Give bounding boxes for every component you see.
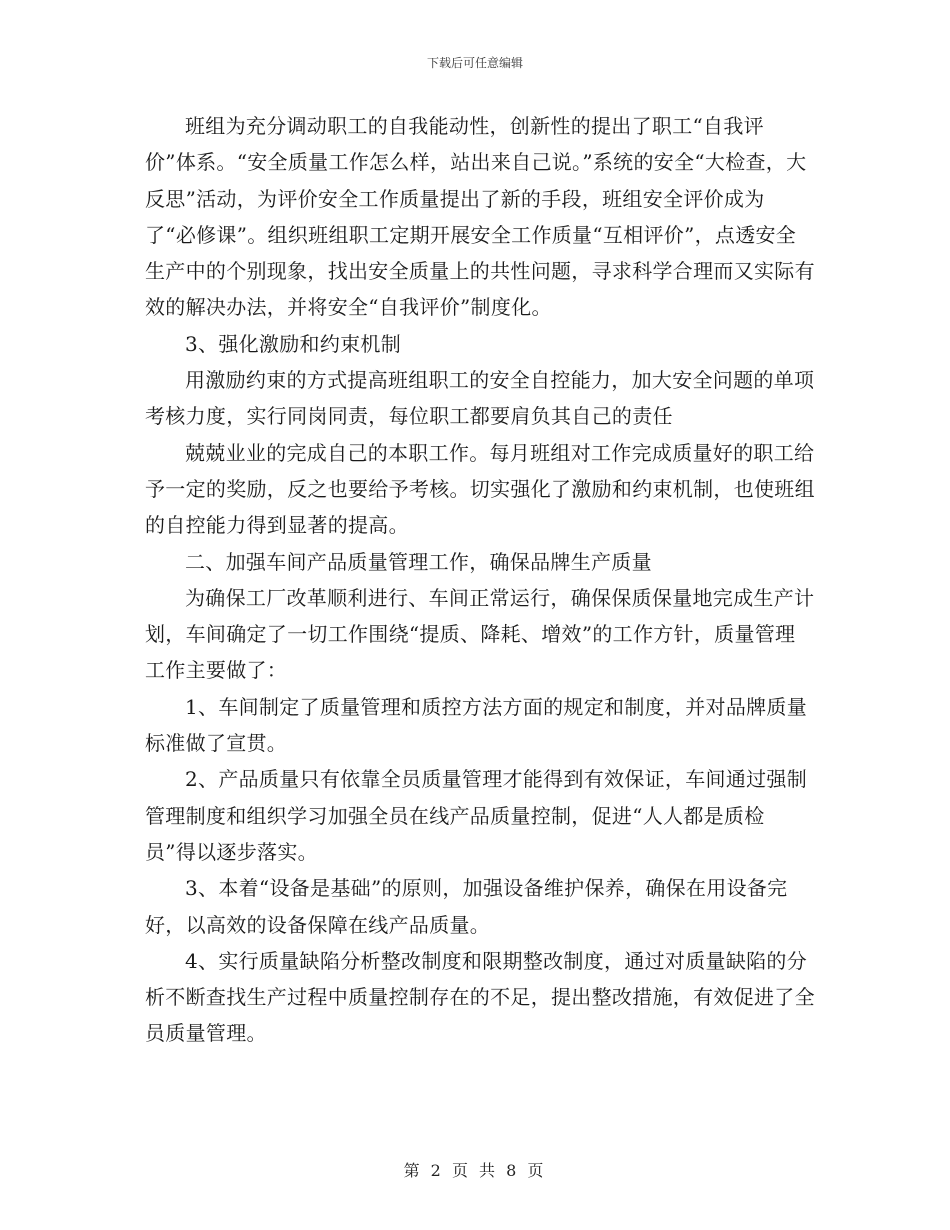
heading-quality-management: 二、加强车间产品质量管理工作，确保品牌生产质量 (185, 549, 652, 574)
paragraph-self-evaluation: 班组为充分调动职工的自我能动性，创新性的提出了职工“自我评价”体系。“安全质量工作怎么样，站出来自己说。”系统的安全“大检查，大反思”活动，为评价安全工作质量提出了新的手段，班组安全评价成为了“必修课”。组织班组职工定期开展安全工作质量“互相评价”，点透安全生产中的个别现象，找出安全质量上的共性问题，寻求科学合理而又实际有效的解决办法，并将安全“自我评价”制度化。 (145, 114, 815, 320)
paragraph-incentive-intro: 用激励约束的方式提高班组职工的安全自控能力，加大安全问题的单项考核力度，实行同岗同责，每位职工都要肩负其自己的责任 (145, 368, 815, 429)
list-item-1: 1、车间制定了质量管理和质控方法方面的规定和制度，并对品牌质量标准做了宣贯。 (145, 694, 808, 756)
list-item-4: 4、实行质量缺陷分析整改制度和限期整改制度，通过对质量缺陷的分析不断查找生产过程中质量控制存在的不足，提出整改措施，有效促进了全员质量管理。 (145, 948, 815, 1046)
paragraph-quality-intro: 为确保工厂改革顺利进行、车间正常运行，确保保质保量地完成生产计划，车间确定了一切工作围绕“提质、降耗、增效”的工作方针，质量管理工作主要做了： (145, 585, 815, 683)
document-body (145, 108, 815, 1052)
paragraph-incentive-detail: 兢兢业业的完成自己的本职工作。每月班组对工作完成质量好的职工给予一定的奖励，反之也要给予考核。切实强化了激励和约束机制，也使班组的自控能力得到显著的提高。 (145, 440, 815, 538)
list-item-3: 3、本着“设备是基础”的原则，加强设备维护保养，确保在用设备完好，以高效的设备保障在线产品质量。 (145, 876, 788, 937)
page-header-note: 下载后可任意编辑 (426, 56, 523, 70)
list-item-2: 2、产品质量只有依靠全员质量管理才能得到有效保证，车间通过强制管理制度和组织学习加强全员在线产品质量控制，促进“人人都是质检员”得以逐步落实。 (145, 767, 808, 864)
page-number: 第 2 页 共 8 页 (403, 1161, 547, 1180)
heading-incentive-mechanism: 3、强化激励和约束机制 (185, 331, 402, 356)
